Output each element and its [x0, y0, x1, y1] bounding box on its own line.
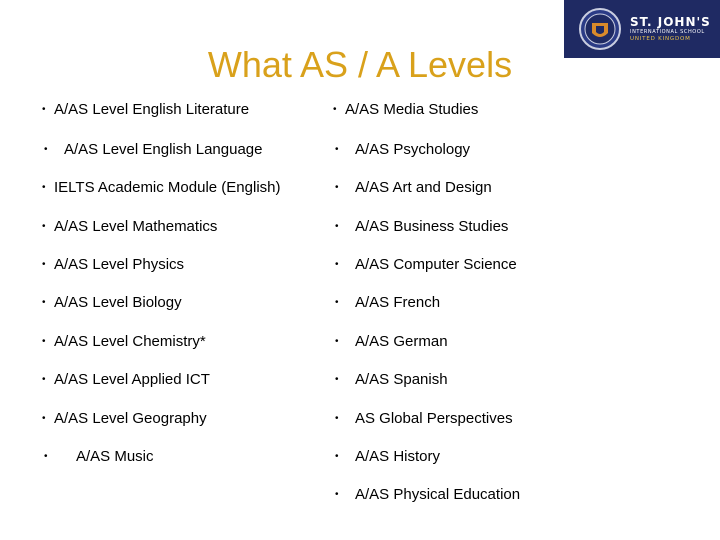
bullet-icon: •	[335, 182, 339, 193]
list-item: • A/AS Level Mathematics	[42, 218, 218, 235]
list-item: • A/AS Physical Education	[335, 486, 521, 503]
list-item: • A/AS Art and Design	[335, 179, 492, 196]
bullet-icon: •	[42, 413, 46, 424]
list-item: • A/AS Business Studies	[335, 218, 509, 235]
list-item: • A/AS Level Applied ICT	[42, 371, 210, 388]
list-item: • A/AS Level Biology	[42, 294, 182, 311]
bullet-icon: •	[44, 144, 48, 155]
bullet-icon: •	[333, 104, 337, 115]
bullet-icon: •	[335, 336, 339, 347]
bullet-icon: •	[335, 413, 339, 424]
list-item: • A/AS Level Geography	[42, 410, 207, 427]
bullet-icon: •	[335, 297, 339, 308]
bullet-icon: •	[42, 297, 46, 308]
bullet-icon: •	[42, 259, 46, 270]
list-item: • AS Global Perspectives	[335, 410, 513, 427]
list-item: • A/AS Computer Science	[335, 256, 517, 273]
bullet-icon: •	[335, 374, 339, 385]
list-item: • A/AS Psychology	[335, 141, 471, 158]
bullet-icon: •	[42, 374, 46, 385]
list-item: • A/AS Music	[44, 448, 154, 465]
logo-country: UNITED KINGDOM	[630, 36, 691, 42]
page-title: What AS / A Levels	[207, 44, 513, 85]
list-item: • IELTS Academic Module (English)	[42, 179, 281, 196]
list-item: • A/AS Media Studies	[333, 101, 479, 118]
list-item: • A/AS Level Chemistry*	[42, 333, 206, 350]
bullet-icon: •	[42, 336, 46, 347]
list-item: • A/AS French	[335, 294, 441, 311]
list-item: • A/AS Level Physics	[42, 256, 185, 273]
bullet-icon: •	[42, 182, 46, 193]
list-item: • A/AS German	[335, 333, 448, 350]
list-item: • A/AS Level English Literature	[42, 101, 250, 118]
logo-subtitle: INTERNATIONAL SCHOOL	[630, 29, 705, 35]
bullet-icon: •	[335, 259, 339, 270]
bullet-icon: •	[335, 451, 339, 462]
logo-name: ST. JOHN'S	[630, 15, 711, 29]
bullet-icon: •	[335, 221, 339, 232]
list-item: • A/AS Level English Language	[44, 141, 263, 158]
bullet-icon: •	[335, 489, 339, 500]
bullet-icon: •	[44, 451, 48, 462]
list-item: • A/AS History	[335, 448, 441, 465]
bullet-icon: •	[42, 221, 46, 232]
bullet-icon: •	[335, 144, 339, 155]
bullet-icon: •	[42, 104, 46, 115]
list-item: • A/AS Spanish	[335, 371, 448, 388]
